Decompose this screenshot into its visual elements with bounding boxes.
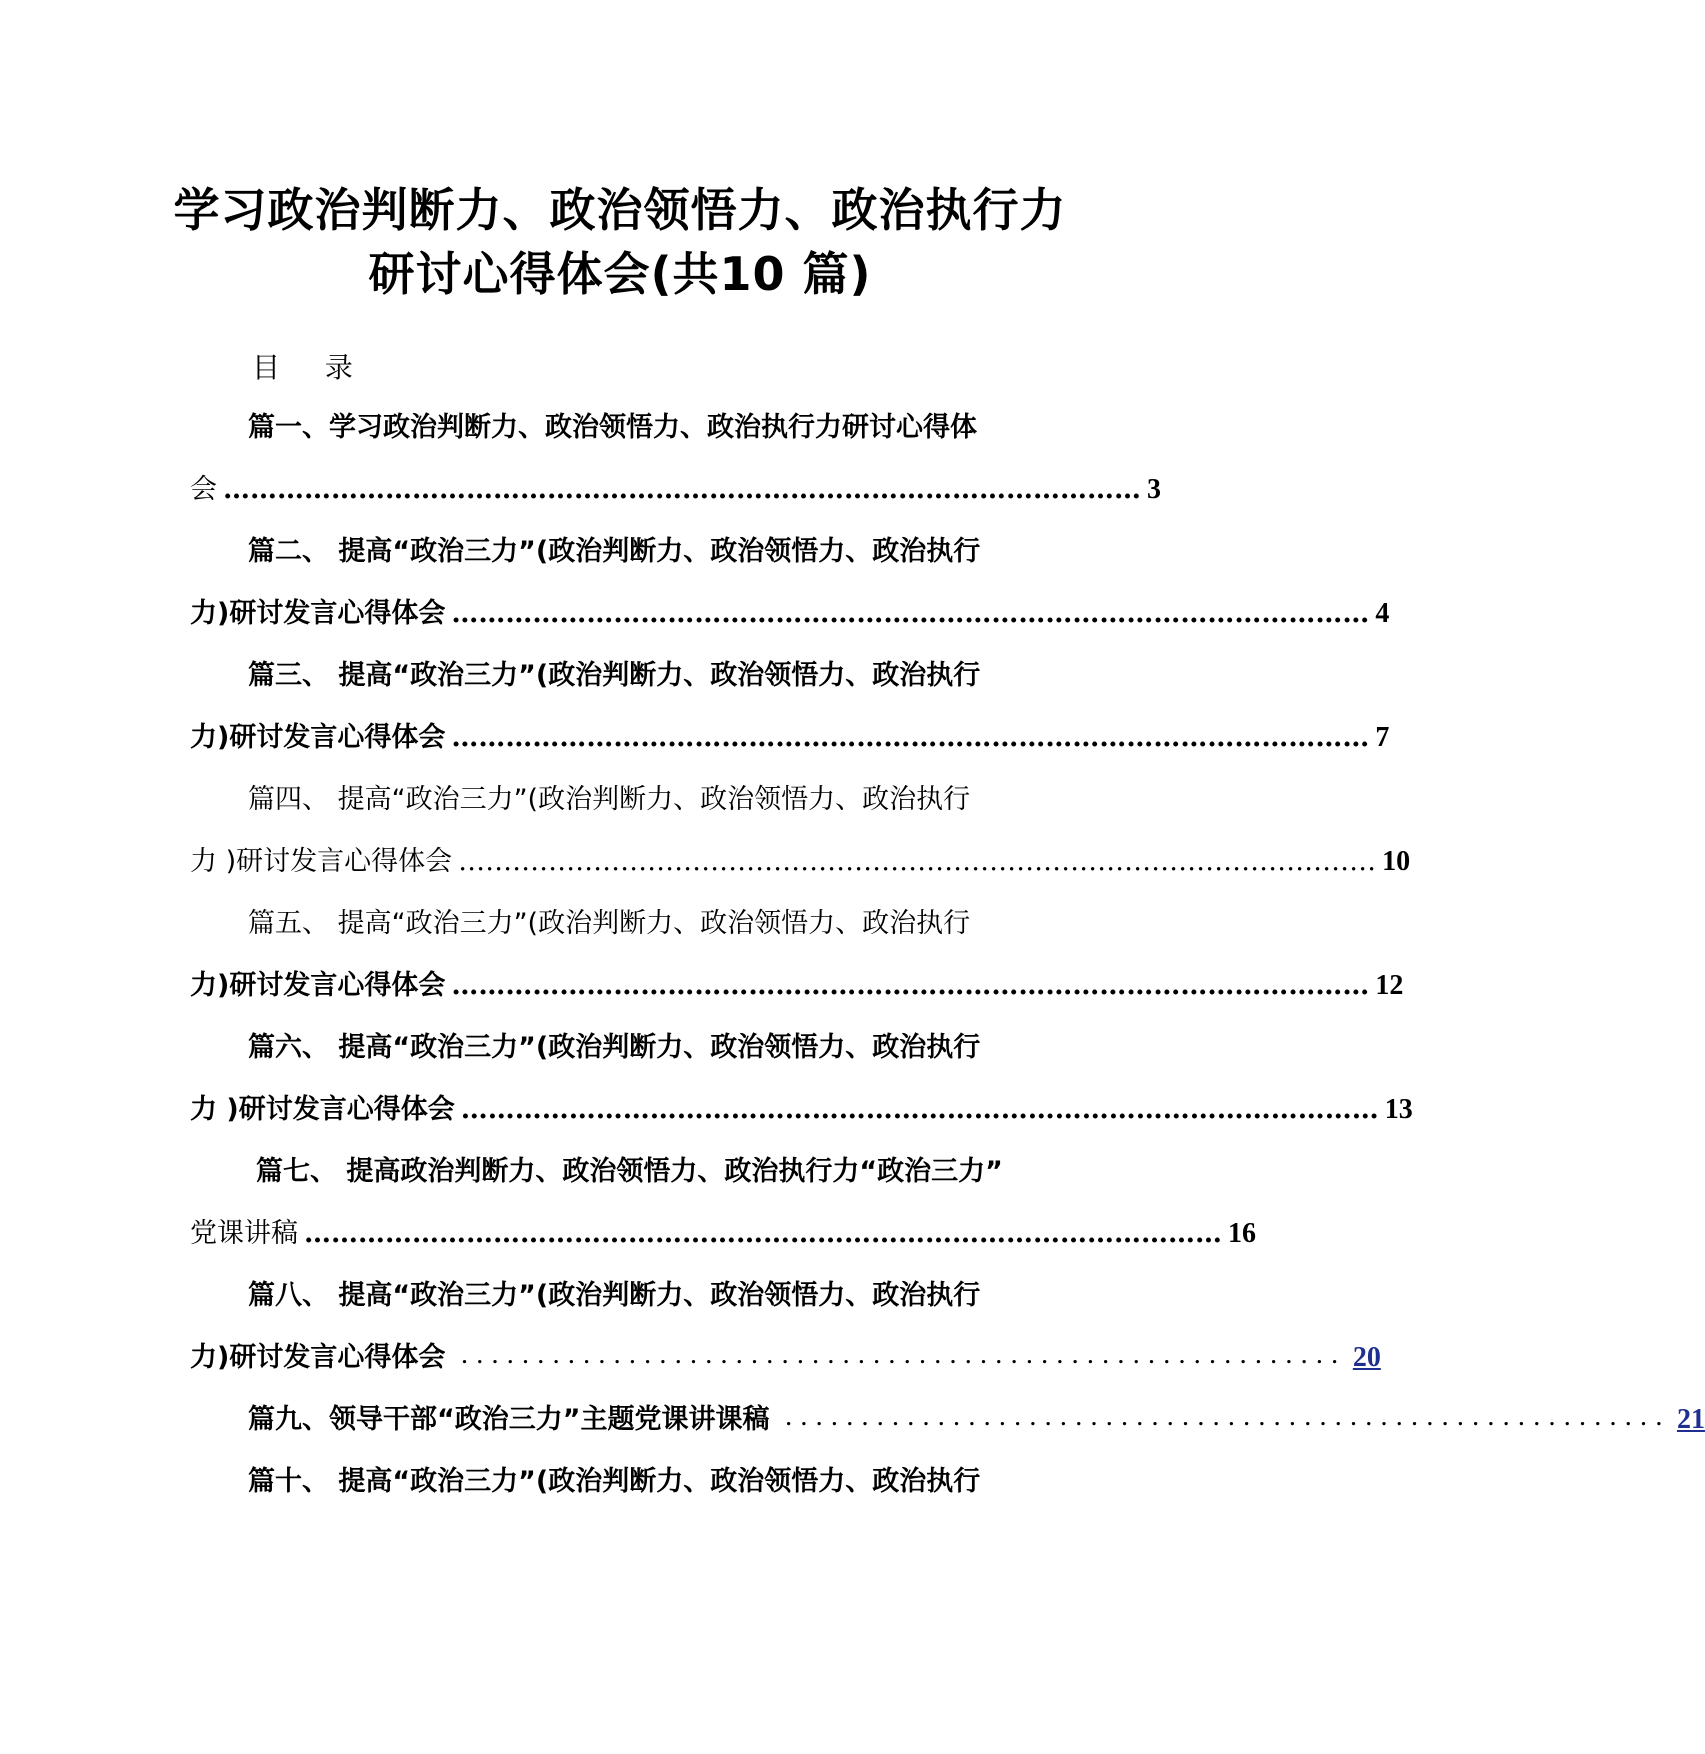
toc-entry-6-page[interactable]: 13 <box>1384 1094 1413 1125</box>
document-title-line-2: 研讨心得体会(共10 篇) <box>368 247 872 301</box>
toc-entry-2-text: 力)研讨发言心得体会 <box>190 598 446 629</box>
toc-entry-8-page-link[interactable]: 20 <box>1352 1342 1381 1373</box>
toc-dot-leader: ………………………………………………………………………………………… <box>451 598 1370 629</box>
toc-heading: 目 录 <box>252 351 371 384</box>
document-title-line-1: 学习政治判断力、政治领悟力、政治执行力 <box>173 183 1067 237</box>
toc-entry-4-text: 力 )研讨发言心得体会 <box>190 846 453 877</box>
toc-entry-4-continuation[interactable] <box>190 842 1411 882</box>
toc-dot-leader: .......................................................... <box>785 1409 1671 1430</box>
toc-entry-8-title[interactable]: 篇八、 提高“政治三力”(政治判断力、政治领悟力、政治执行 <box>248 1280 981 1311</box>
toc-entry-6-text: 力 )研讨发言心得体会 <box>190 1094 455 1125</box>
toc-entry-3-title[interactable]: 篇三、 提高“政治三力”(政治判断力、政治领悟力、政治执行 <box>248 660 981 691</box>
toc-entry-1-text: 会 <box>190 474 217 505</box>
toc-entry-1-title[interactable]: 篇一、学习政治判断力、政治领悟力、政治执行力研讨心得体 <box>248 412 977 443</box>
toc-dot-leader: ………………………………………………………………………………………… <box>460 1094 1379 1125</box>
toc-entry-3-text: 力)研讨发言心得体会 <box>190 722 446 753</box>
toc-dot-leader: .......................................................... <box>461 1347 1347 1368</box>
toc-entry-7-continuation[interactable] <box>190 1214 1256 1254</box>
toc-entry-7-page[interactable]: 16 <box>1228 1218 1256 1249</box>
toc-entry-2-continuation[interactable] <box>190 594 1390 634</box>
toc-entry-4-title[interactable]: 篇四、 提高“政治三力”(政治判断力、政治领悟力、政治执行 <box>248 784 971 815</box>
toc-entry-6-title[interactable]: 篇六、 提高“政治三力”(政治判断力、政治领悟力、政治执行 <box>248 1032 981 1063</box>
toc-entry-5-text: 力)研讨发言心得体会 <box>190 970 446 1001</box>
toc-entry-2-page[interactable]: 4 <box>1375 598 1390 629</box>
toc-dot-leader: ………………………………………………………………………………………… <box>451 970 1370 1001</box>
toc-entry-3-continuation[interactable] <box>190 718 1390 758</box>
toc-dot-leader: ………………………………………………………………………………………… <box>451 722 1370 753</box>
toc-entry-7-text: 党课讲稿 <box>190 1218 298 1249</box>
toc-dot-leader: ………………………………………………………………………………………… <box>458 846 1377 877</box>
toc-entry-7-title[interactable]: 篇七、 提高政治判断力、政治领悟力、政治执行力“政治三力” <box>256 1156 1003 1187</box>
toc-entry-4-page[interactable]: 10 <box>1382 846 1411 877</box>
toc-entry-5-title[interactable]: 篇五、 提高“政治三力”(政治判断力、政治领悟力、政治执行 <box>248 908 971 939</box>
toc-entry-6-continuation[interactable] <box>190 1090 1413 1130</box>
toc-dot-leader: ………………………………………………………………………………………… <box>223 474 1141 505</box>
toc-dot-leader: ………………………………………………………………………………………… <box>304 1218 1222 1249</box>
toc-entry-8-continuation[interactable] <box>190 1338 1381 1378</box>
toc-entry-5-page[interactable]: 12 <box>1375 970 1404 1001</box>
toc-entry-2-title[interactable]: 篇二、 提高“政治三力”(政治判断力、政治领悟力、政治执行 <box>248 536 981 567</box>
toc-entry-9-text: 篇九、领导干部“政治三力”主题党课讲课稿 <box>248 1404 770 1435</box>
toc-entry-1-page[interactable]: 3 <box>1147 474 1161 505</box>
toc-entry-1-continuation[interactable] <box>190 470 1161 510</box>
toc-entry-9-page-link[interactable]: 21 <box>1676 1404 1705 1435</box>
toc-entry-5-continuation[interactable] <box>190 966 1404 1006</box>
toc-entry-9[interactable] <box>248 1400 1705 1440</box>
toc-entry-3-page[interactable]: 7 <box>1375 722 1390 753</box>
toc-entry-8-text: 力)研讨发言心得体会 <box>190 1342 446 1373</box>
toc-entry-10-title[interactable]: 篇十、 提高“政治三力”(政治判断力、政治领悟力、政治执行 <box>248 1466 981 1497</box>
